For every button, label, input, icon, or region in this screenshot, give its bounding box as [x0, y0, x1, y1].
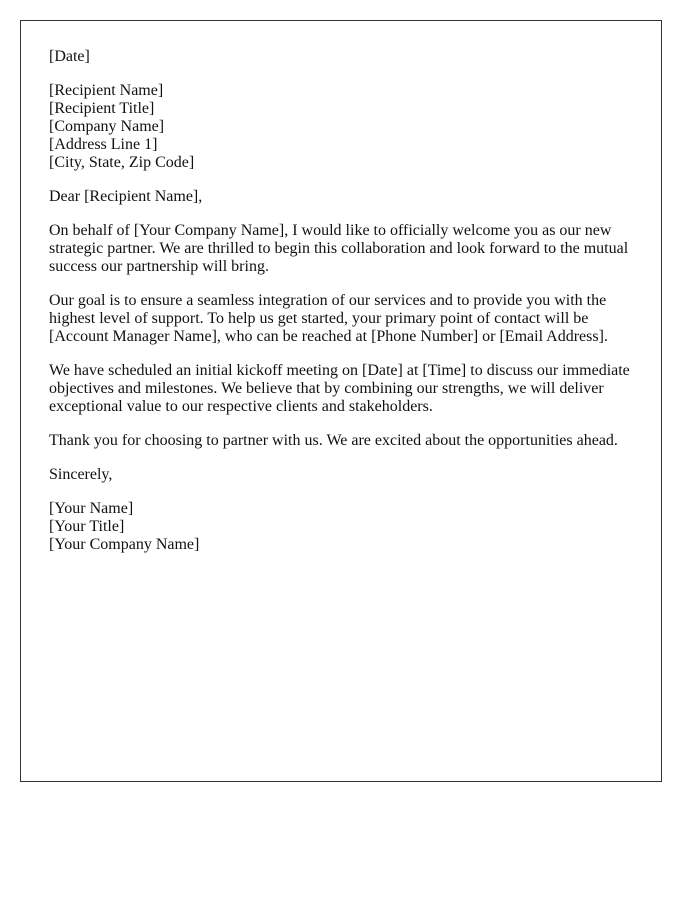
recipient-address: [Address Line 1]: [49, 136, 158, 153]
closing: Sincerely,: [49, 466, 113, 483]
signature-name: [Your Name]: [49, 500, 134, 517]
recipient-name: [Recipient Name]: [49, 82, 164, 99]
signature-block: [49, 500, 632, 554]
recipient-company: [Company Name]: [49, 118, 165, 135]
body-paragraph: Thank you for choosing to partner with us. We are excited about the opportunities ahead.: [49, 432, 618, 449]
recipient-title: [Recipient Title]: [49, 100, 155, 117]
body-paragraph: Our goal is to ensure a seamless integration of our services and to provide you with the highest level of support. To help us get started, your primary point of contact will be [Account Manager Name], who can be reached at [Phone Number] or [Email Address].: [49, 292, 608, 345]
recipient-block: [49, 82, 632, 172]
signature-company: [Your Company Name]: [49, 536, 200, 553]
signature-title: [Your Title]: [49, 518, 125, 535]
body-paragraph: We have scheduled an initial kickoff meeting on [Date] at [Time] to discuss our immediate objectives and milestones. We believe that by combining our strengths, we will deliver exceptional value to our respective clients and stakeholders.: [49, 362, 630, 415]
letter-date: [Date]: [49, 48, 90, 65]
letter-page: [20, 20, 662, 782]
body-paragraph: On behalf of [Your Company Name], I would like to officially welcome you as our new strategic partner. We are thrilled to begin this collaboration and look forward to the mutual success our partnership will bring.: [49, 222, 629, 275]
salutation: Dear [Recipient Name],: [49, 188, 203, 205]
recipient-city: [City, State, Zip Code]: [49, 154, 195, 171]
